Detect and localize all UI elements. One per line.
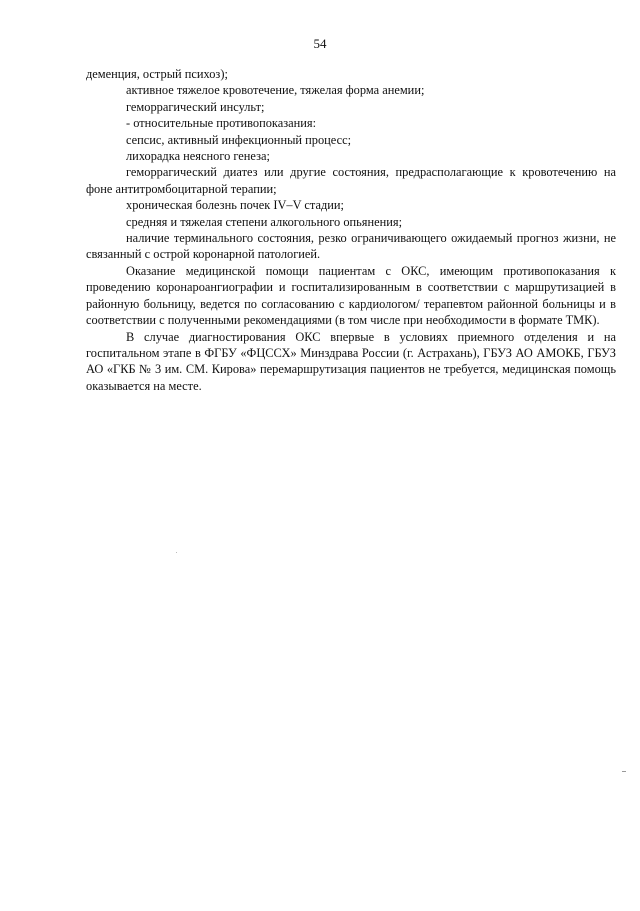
page-number: 54 [313,36,327,51]
document-body [86,66,616,394]
list-item: сепсис, активный инфекционный процесс; [126,132,352,147]
list-item: наличие терминального состояния, резко ограничивающего ожидаемый прогноз жизни, не связанный с острой коронарной патологией. [86,231,616,262]
list-item: хроническая болезнь почек IV–V стадии; [126,198,344,213]
paragraph: Оказание медицинской помощи пациентам с ОКС, имеющим противопоказания к проведению коронароангиографии и госпитализированным в соответствии с маршрутизацией в районную больницу, ведется по согласованию с кардиологом/ терапевтом районной больницы и в соответствии с полученными рекомендациями (в том числе при необходимости в формате ТМК). [86,263,616,328]
paragraph: В случае диагностирования ОКС впервые в условиях приемного отделения и на госпитальном этапе в ФГБУ «ФЦССХ» Минздрава России (г. Астрахань), ГБУЗ АО АМОКБ, ГБУЗ АО «ГКБ № 3 им. СМ. Кирова» перемаршрутизация пациентов не требуется, медицинская помощь оказывается на месте. [86,329,616,393]
list-item: активное тяжелое кровотечение, тяжелая форма анемии; [126,83,425,98]
list-item: геморрагический диатез или другие состояния, предрасполагающие к кровотечению на фоне антитромбоцитарной терапии; [86,165,616,196]
scan-speck [176,552,177,553]
scan-speck [622,771,626,772]
continuation-line: деменция, острый психоз); [86,67,228,81]
list-item: - относительные противопоказания: [126,116,317,131]
list-item: геморрагический инсульт; [126,99,265,114]
list-item: средняя и тяжелая степени алкогольного опьянения; [126,214,403,229]
list-item: лихорадка неясного генеза; [126,149,270,164]
